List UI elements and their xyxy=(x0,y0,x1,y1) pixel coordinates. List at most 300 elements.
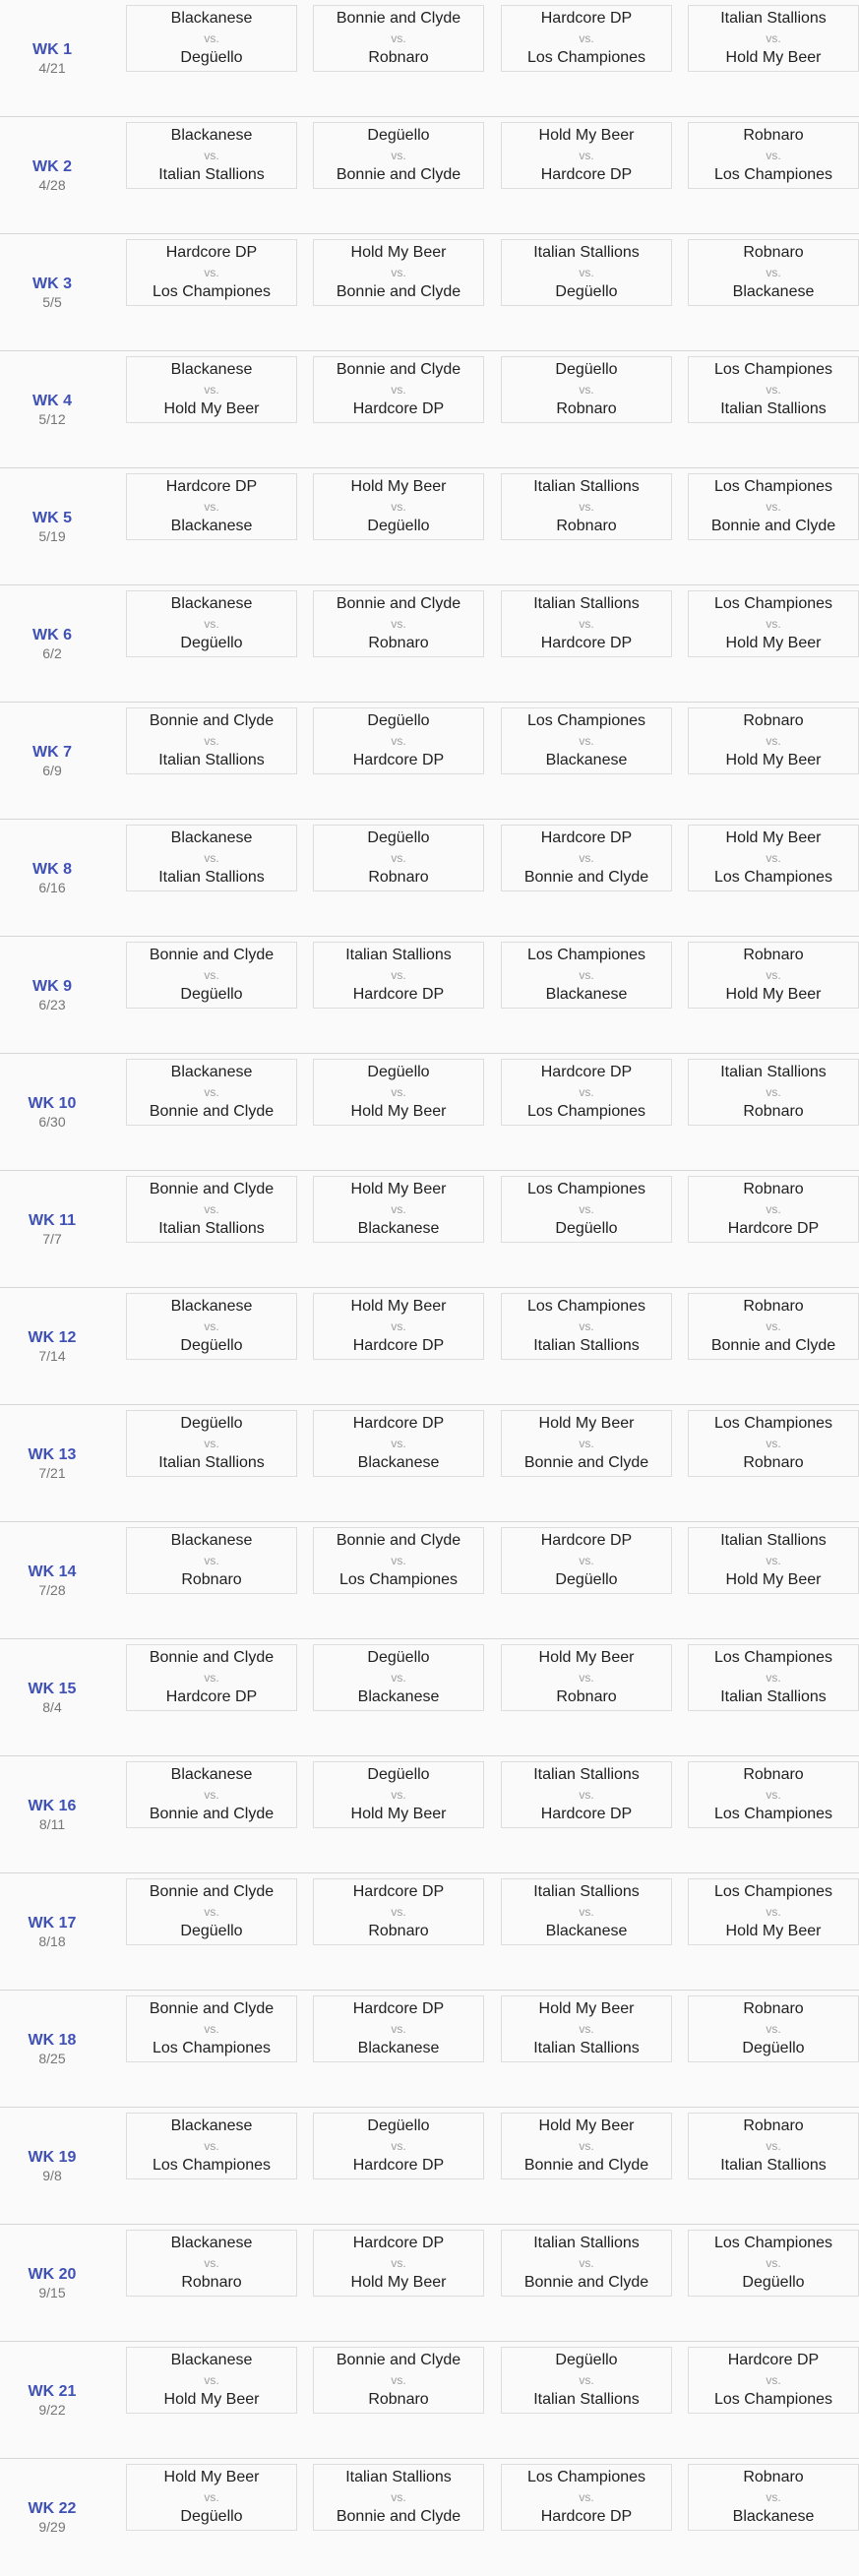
game-card[interactable] xyxy=(313,1293,484,1360)
game-card[interactable] xyxy=(688,825,859,891)
game-card[interactable] xyxy=(688,122,859,189)
home-team: Hardcore DP xyxy=(540,10,633,27)
week-row-4 xyxy=(0,351,859,468)
away-team: Hold My Beer xyxy=(163,2391,260,2408)
vs-label: vs. xyxy=(391,734,406,748)
vs-label: vs. xyxy=(579,1905,594,1919)
away-team: Hold My Beer xyxy=(725,1923,822,1939)
home-team: Degüello xyxy=(555,2352,618,2368)
week-title: WK 14 xyxy=(28,1564,77,1580)
away-team: Hardcore DP xyxy=(540,2508,633,2525)
away-team: Bonnie and Clyde xyxy=(523,869,649,886)
away-team: Hardcore DP xyxy=(727,1220,820,1237)
game-card[interactable] xyxy=(313,1644,484,1711)
away-team: Blackanese xyxy=(357,2040,440,2056)
game-card[interactable] xyxy=(126,1761,297,1828)
game-card[interactable] xyxy=(688,1995,859,2062)
away-team: Italian Stallions xyxy=(158,1454,265,1471)
away-team: Blackanese xyxy=(170,518,253,534)
vs-label: vs. xyxy=(204,734,219,748)
home-team: Robnaro xyxy=(743,2117,804,2134)
away-team: Bonnie and Clyde xyxy=(336,283,461,300)
home-team: Degüello xyxy=(367,712,430,729)
away-team: Blackanese xyxy=(732,283,815,300)
game-card[interactable] xyxy=(688,1878,859,1945)
week-label xyxy=(0,1171,104,1288)
vs-label: vs. xyxy=(204,1319,219,1333)
game-card[interactable] xyxy=(126,2113,297,2179)
week-label xyxy=(0,1639,104,1756)
home-team: Blackanese xyxy=(170,829,253,846)
week-date: 8/25 xyxy=(38,2051,66,2066)
week-row-1 xyxy=(0,0,859,117)
game-card[interactable] xyxy=(313,5,484,72)
game-card[interactable] xyxy=(501,356,672,423)
game-card[interactable] xyxy=(501,473,672,540)
game-card[interactable] xyxy=(501,122,672,189)
vs-label: vs. xyxy=(766,617,781,631)
week-date: 4/21 xyxy=(38,60,66,76)
vs-label: vs. xyxy=(579,1437,594,1450)
home-team: Los Championes xyxy=(713,1883,833,1900)
game-card[interactable] xyxy=(313,942,484,1009)
week-title: WK 22 xyxy=(28,2500,77,2517)
week-row-14 xyxy=(0,1522,859,1639)
game-card[interactable] xyxy=(688,590,859,657)
game-card[interactable] xyxy=(688,5,859,72)
game-card[interactable] xyxy=(501,1059,672,1126)
away-team: Robnaro xyxy=(743,1454,804,1471)
vs-label: vs. xyxy=(579,2373,594,2387)
away-team: Bonnie and Clyde xyxy=(149,1806,275,1822)
game-card[interactable] xyxy=(126,356,297,423)
home-team: Italian Stallions xyxy=(533,2235,640,2251)
home-team: Los Championes xyxy=(526,1298,646,1315)
week-label xyxy=(0,117,104,234)
week-row-16 xyxy=(0,1756,859,1873)
home-team: Bonnie and Clyde xyxy=(336,595,461,612)
week-label xyxy=(0,1522,104,1639)
vs-label: vs. xyxy=(766,31,781,45)
away-team: Italian Stallions xyxy=(158,1220,265,1237)
away-team: Robnaro xyxy=(181,1571,242,1588)
home-team: Blackanese xyxy=(170,1532,253,1549)
week-date: 8/4 xyxy=(42,1699,62,1715)
week-date: 5/12 xyxy=(38,411,66,427)
vs-label: vs. xyxy=(391,266,406,279)
game-card[interactable] xyxy=(313,1410,484,1477)
home-team: Blackanese xyxy=(170,1298,253,1315)
home-team: Hardcore DP xyxy=(352,2000,445,2017)
home-team: Degüello xyxy=(367,127,430,144)
game-card[interactable] xyxy=(501,942,672,1009)
game-card[interactable] xyxy=(313,825,484,891)
game-card[interactable] xyxy=(688,356,859,423)
away-team: Hardcore DP xyxy=(540,166,633,183)
game-card[interactable] xyxy=(126,2347,297,2414)
away-team: Bonnie and Clyde xyxy=(523,2157,649,2174)
game-card[interactable] xyxy=(688,473,859,540)
away-team: Los Championes xyxy=(152,2157,272,2174)
away-team: Italian Stallions xyxy=(158,869,265,886)
vs-label: vs. xyxy=(391,617,406,631)
away-team: Hardcore DP xyxy=(540,1806,633,1822)
game-card[interactable] xyxy=(313,2113,484,2179)
vs-label: vs. xyxy=(204,383,219,397)
game-card[interactable] xyxy=(688,1059,859,1126)
away-team: Los Championes xyxy=(526,1103,646,1120)
vs-label: vs. xyxy=(204,1905,219,1919)
home-team: Degüello xyxy=(555,361,618,378)
vs-label: vs. xyxy=(391,149,406,162)
week-label xyxy=(0,351,104,468)
vs-label: vs. xyxy=(391,1905,406,1919)
game-card[interactable] xyxy=(501,2113,672,2179)
vs-label: vs. xyxy=(204,968,219,982)
game-card[interactable] xyxy=(126,1995,297,2062)
week-row-18 xyxy=(0,1991,859,2108)
game-card[interactable] xyxy=(126,1410,297,1477)
game-card[interactable] xyxy=(688,1410,859,1477)
game-card[interactable] xyxy=(688,942,859,1009)
vs-label: vs. xyxy=(579,1202,594,1216)
vs-label: vs. xyxy=(579,734,594,748)
home-team: Degüello xyxy=(180,1415,243,1432)
week-date: 7/14 xyxy=(38,1348,66,1364)
vs-label: vs. xyxy=(766,2490,781,2504)
away-team: Hold My Beer xyxy=(725,1571,822,1588)
away-team: Bonnie and Clyde xyxy=(523,2274,649,2291)
home-team: Hold My Beer xyxy=(350,244,447,261)
game-card[interactable] xyxy=(126,2464,297,2531)
away-team: Robnaro xyxy=(556,400,617,417)
vs-label: vs. xyxy=(766,851,781,865)
vs-label: vs. xyxy=(766,1554,781,1567)
vs-label: vs. xyxy=(391,1788,406,1802)
home-team: Hold My Beer xyxy=(538,127,635,144)
away-team: Hardcore DP xyxy=(352,752,445,768)
away-team: Degüello xyxy=(742,2274,805,2291)
game-card[interactable] xyxy=(126,1059,297,1126)
game-card[interactable] xyxy=(313,473,484,540)
away-team: Hardcore DP xyxy=(352,400,445,417)
away-team: Bonnie and Clyde xyxy=(523,1454,649,1471)
home-team: Robnaro xyxy=(743,2000,804,2017)
vs-label: vs. xyxy=(579,31,594,45)
home-team: Hardcore DP xyxy=(352,2235,445,2251)
game-card[interactable] xyxy=(126,122,297,189)
vs-label: vs. xyxy=(391,500,406,514)
game-card[interactable] xyxy=(501,2464,672,2531)
game-card[interactable] xyxy=(126,2230,297,2297)
game-card[interactable] xyxy=(126,590,297,657)
game-card[interactable] xyxy=(501,5,672,72)
vs-label: vs. xyxy=(766,968,781,982)
away-team: Hold My Beer xyxy=(350,2274,447,2291)
home-team: Los Championes xyxy=(526,2469,646,2485)
game-card[interactable] xyxy=(501,590,672,657)
week-title: WK 17 xyxy=(28,1915,77,1932)
home-team: Blackanese xyxy=(170,10,253,27)
vs-label: vs. xyxy=(204,2490,219,2504)
week-row-6 xyxy=(0,585,859,703)
away-team: Bonnie and Clyde xyxy=(710,518,836,534)
vs-label: vs. xyxy=(391,1319,406,1333)
game-card[interactable] xyxy=(126,1293,297,1360)
vs-label: vs. xyxy=(391,31,406,45)
week-title: WK 15 xyxy=(28,1681,77,1697)
week-title: WK 11 xyxy=(28,1212,76,1229)
home-team: Bonnie and Clyde xyxy=(336,1532,461,1549)
home-team: Hold My Beer xyxy=(538,2000,635,2017)
week-label xyxy=(0,2459,104,2576)
vs-label: vs. xyxy=(766,2139,781,2153)
home-team: Robnaro xyxy=(743,244,804,261)
vs-label: vs. xyxy=(579,2022,594,2036)
game-card[interactable] xyxy=(313,707,484,774)
game-card[interactable] xyxy=(688,1293,859,1360)
away-team: Hold My Beer xyxy=(350,1806,447,1822)
home-team: Robnaro xyxy=(743,1181,804,1197)
game-card[interactable] xyxy=(688,2113,859,2179)
week-date: 5/5 xyxy=(42,294,62,310)
game-card[interactable] xyxy=(313,1059,484,1126)
game-card[interactable] xyxy=(501,825,672,891)
home-team: Los Championes xyxy=(713,1415,833,1432)
game-card[interactable] xyxy=(688,2230,859,2297)
away-team: Robnaro xyxy=(368,1923,429,1939)
week-label xyxy=(0,0,104,117)
game-card[interactable] xyxy=(501,1293,672,1360)
week-row-17 xyxy=(0,1873,859,1991)
game-card[interactable] xyxy=(313,1176,484,1243)
vs-label: vs. xyxy=(579,2256,594,2270)
away-team: Robnaro xyxy=(368,635,429,651)
home-team: Robnaro xyxy=(743,2469,804,2485)
week-row-2 xyxy=(0,117,859,234)
away-team: Blackanese xyxy=(357,1220,440,1237)
home-team: Los Championes xyxy=(713,2235,833,2251)
week-date: 7/7 xyxy=(42,1231,62,1247)
vs-label: vs. xyxy=(204,2022,219,2036)
game-card[interactable] xyxy=(313,1995,484,2062)
away-team: Bonnie and Clyde xyxy=(336,2508,461,2525)
vs-label: vs. xyxy=(204,2139,219,2153)
week-date: 8/11 xyxy=(38,1816,66,1832)
away-team: Italian Stallions xyxy=(158,166,265,183)
home-team: Hardcore DP xyxy=(165,244,258,261)
away-team: Blackanese xyxy=(545,1923,628,1939)
home-team: Bonnie and Clyde xyxy=(149,947,275,963)
week-label xyxy=(0,2108,104,2225)
game-card[interactable] xyxy=(313,590,484,657)
game-card[interactable] xyxy=(501,707,672,774)
home-team: Bonnie and Clyde xyxy=(149,1649,275,1666)
week-label xyxy=(0,703,104,820)
game-card[interactable] xyxy=(313,239,484,306)
week-date: 7/28 xyxy=(38,1582,66,1598)
away-team: Hardcore DP xyxy=(352,1337,445,1354)
week-date: 9/29 xyxy=(38,2519,66,2535)
vs-label: vs. xyxy=(766,1788,781,1802)
vs-label: vs. xyxy=(766,500,781,514)
home-team: Bonnie and Clyde xyxy=(336,361,461,378)
game-card[interactable] xyxy=(501,1761,672,1828)
week-date: 8/18 xyxy=(38,1933,66,1949)
game-card[interactable] xyxy=(501,1878,672,1945)
week-row-20 xyxy=(0,2225,859,2342)
game-card[interactable] xyxy=(501,1527,672,1594)
away-team: Degüello xyxy=(180,1337,243,1354)
vs-label: vs. xyxy=(766,1905,781,1919)
vs-label: vs. xyxy=(204,617,219,631)
vs-label: vs. xyxy=(766,1085,781,1099)
vs-label: vs. xyxy=(766,2022,781,2036)
vs-label: vs. xyxy=(579,383,594,397)
vs-label: vs. xyxy=(391,1437,406,1450)
home-team: Hardcore DP xyxy=(352,1883,445,1900)
game-card[interactable] xyxy=(688,1176,859,1243)
week-row-13 xyxy=(0,1405,859,1522)
home-team: Los Championes xyxy=(713,1649,833,1666)
game-card[interactable] xyxy=(501,239,672,306)
week-title: WK 12 xyxy=(28,1329,77,1346)
away-team: Los Championes xyxy=(713,869,833,886)
away-team: Blackanese xyxy=(357,1454,440,1471)
home-team: Los Championes xyxy=(713,595,833,612)
vs-label: vs. xyxy=(391,2490,406,2504)
away-team: Los Championes xyxy=(526,49,646,66)
away-team: Degüello xyxy=(180,49,243,66)
game-card[interactable] xyxy=(126,239,297,306)
game-card[interactable] xyxy=(126,1527,297,1594)
away-team: Hold My Beer xyxy=(350,1103,447,1120)
game-card[interactable] xyxy=(313,2464,484,2531)
home-team: Degüello xyxy=(367,2117,430,2134)
week-date: 9/8 xyxy=(42,2168,62,2183)
away-team: Los Championes xyxy=(713,166,833,183)
away-team: Blackanese xyxy=(545,752,628,768)
home-team: Hold My Beer xyxy=(538,1649,635,1666)
vs-label: vs. xyxy=(204,266,219,279)
week-title: WK 5 xyxy=(32,510,72,526)
away-team: Degüello xyxy=(180,2508,243,2525)
game-card[interactable] xyxy=(688,707,859,774)
game-card[interactable] xyxy=(501,1176,672,1243)
game-card[interactable] xyxy=(501,1410,672,1477)
game-card[interactable] xyxy=(501,1995,672,2062)
home-team: Italian Stallions xyxy=(533,1883,640,1900)
home-team: Hardcore DP xyxy=(165,478,258,495)
game-card[interactable] xyxy=(126,473,297,540)
away-team: Italian Stallions xyxy=(533,2391,640,2408)
game-card[interactable] xyxy=(313,1527,484,1594)
vs-label: vs. xyxy=(204,31,219,45)
game-card[interactable] xyxy=(688,1644,859,1711)
vs-label: vs. xyxy=(766,266,781,279)
home-team: Robnaro xyxy=(743,1766,804,1783)
week-title: WK 21 xyxy=(28,2383,77,2400)
game-card[interactable] xyxy=(126,1176,297,1243)
game-card[interactable] xyxy=(126,825,297,891)
away-team: Italian Stallions xyxy=(533,1337,640,1354)
home-team: Italian Stallions xyxy=(533,595,640,612)
home-team: Bonnie and Clyde xyxy=(149,1181,275,1197)
game-card[interactable] xyxy=(126,1644,297,1711)
vs-label: vs. xyxy=(204,2256,219,2270)
week-title: WK 3 xyxy=(32,276,72,292)
game-card[interactable] xyxy=(501,1644,672,1711)
away-team: Blackanese xyxy=(732,2508,815,2525)
game-card[interactable] xyxy=(688,2347,859,2414)
vs-label: vs. xyxy=(766,2373,781,2387)
vs-label: vs. xyxy=(579,617,594,631)
week-row-15 xyxy=(0,1639,859,1756)
week-row-10 xyxy=(0,1054,859,1171)
away-team: Hardcore DP xyxy=(540,635,633,651)
vs-label: vs. xyxy=(204,1788,219,1802)
game-card[interactable] xyxy=(688,239,859,306)
vs-label: vs. xyxy=(391,2256,406,2270)
game-card[interactable] xyxy=(313,1761,484,1828)
away-team: Degüello xyxy=(180,635,243,651)
away-team: Los Championes xyxy=(152,2040,272,2056)
game-card[interactable] xyxy=(313,122,484,189)
home-team: Hold My Beer xyxy=(350,1298,447,1315)
game-card[interactable] xyxy=(313,356,484,423)
game-card[interactable] xyxy=(313,2230,484,2297)
week-row-22 xyxy=(0,2459,859,2576)
home-team: Italian Stallions xyxy=(533,478,640,495)
vs-label: vs. xyxy=(391,2022,406,2036)
game-card[interactable] xyxy=(501,2230,672,2297)
home-team: Blackanese xyxy=(170,1766,253,1783)
home-team: Italian Stallions xyxy=(533,1766,640,1783)
vs-label: vs. xyxy=(204,1437,219,1450)
away-team: Degüello xyxy=(742,2040,805,2056)
week-label xyxy=(0,2225,104,2342)
game-card[interactable] xyxy=(313,2347,484,2414)
week-row-8 xyxy=(0,820,859,937)
game-card[interactable] xyxy=(688,2464,859,2531)
game-card[interactable] xyxy=(501,2347,672,2414)
away-team: Hold My Beer xyxy=(725,986,822,1003)
game-card[interactable] xyxy=(126,707,297,774)
away-team: Robnaro xyxy=(556,1688,617,1705)
game-card[interactable] xyxy=(688,1761,859,1828)
week-title: WK 2 xyxy=(32,158,72,175)
home-team: Hardcore DP xyxy=(540,829,633,846)
vs-label: vs. xyxy=(766,1437,781,1450)
game-card[interactable] xyxy=(126,942,297,1009)
home-team: Blackanese xyxy=(170,2117,253,2134)
away-team: Los Championes xyxy=(713,1806,833,1822)
home-team: Bonnie and Clyde xyxy=(149,2000,275,2017)
away-team: Bonnie and Clyde xyxy=(710,1337,836,1354)
week-label xyxy=(0,1873,104,1991)
vs-label: vs. xyxy=(579,266,594,279)
week-date: 6/23 xyxy=(38,997,66,1012)
game-card[interactable] xyxy=(126,1878,297,1945)
game-card[interactable] xyxy=(126,5,297,72)
home-team: Bonnie and Clyde xyxy=(336,2352,461,2368)
vs-label: vs. xyxy=(579,968,594,982)
away-team: Hold My Beer xyxy=(725,635,822,651)
game-card[interactable] xyxy=(313,1878,484,1945)
home-team: Italian Stallions xyxy=(720,1064,827,1080)
game-card[interactable] xyxy=(688,1527,859,1594)
week-title: WK 18 xyxy=(28,2032,77,2049)
